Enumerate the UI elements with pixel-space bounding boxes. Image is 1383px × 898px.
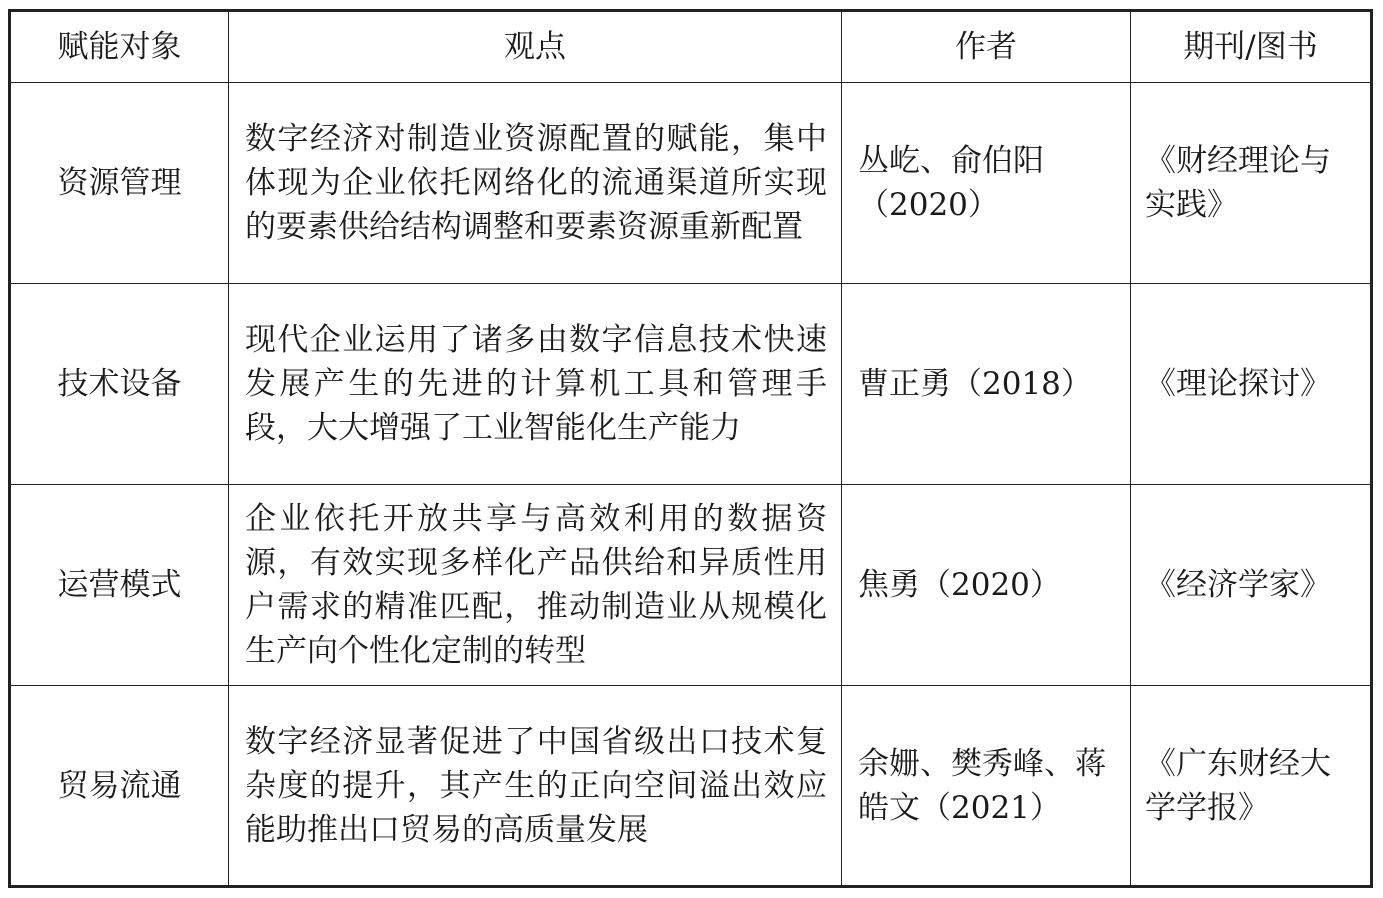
table-header-row: [10, 11, 1372, 83]
cell-target: 技术设备: [10, 284, 229, 485]
table-row: [10, 83, 1372, 284]
cell-viewpoint: 数字经济对制造业资源配置的赋能，集中体现为企业依托网络化的流通渠道所实现的要素供给结构调整和要素资源重新配置: [229, 83, 842, 284]
header-target: 赋能对象: [10, 11, 229, 83]
cell-viewpoint: 数字经济显著促进了中国省级出口技术复杂度的提升，其产生的正向空间溢出效应能助推出口贸易的高质量发展: [229, 686, 842, 887]
header-author: 作者: [842, 11, 1131, 83]
cell-author: 焦勇（2020）: [842, 485, 1131, 686]
cell-author: 余姗、樊秀峰、蒋皓文（2021）: [842, 686, 1131, 887]
cell-author: 曹正勇（2018）: [842, 284, 1131, 485]
cell-target: 运营模式: [10, 485, 229, 686]
table-row: [10, 485, 1372, 686]
cell-journal: 《广东财经大学学报》: [1131, 686, 1372, 887]
cell-journal: 《经济学家》: [1131, 485, 1372, 686]
cell-target: 贸易流通: [10, 686, 229, 887]
literature-table: [8, 9, 1373, 888]
cell-journal: 《理论探讨》: [1131, 284, 1372, 485]
cell-viewpoint: 企业依托开放共享与高效利用的数据资源，有效实现多样化产品供给和异质性用户需求的精准匹配，推动制造业从规模化生产向个性化定制的转型: [229, 485, 842, 686]
cell-journal: 《财经理论与实践》: [1131, 83, 1372, 284]
cell-author: 丛屹、俞伯阳（2020）: [842, 83, 1131, 284]
header-viewpoint: 观点: [229, 11, 842, 83]
cell-target: 资源管理: [10, 83, 229, 284]
cell-viewpoint: 现代企业运用了诸多由数字信息技术快速发展产生的先进的计算机工具和管理手段，大大增强了工业智能化生产能力: [229, 284, 842, 485]
table-row: [10, 686, 1372, 887]
table-row: [10, 284, 1372, 485]
header-journal: 期刊/图书: [1131, 11, 1372, 83]
